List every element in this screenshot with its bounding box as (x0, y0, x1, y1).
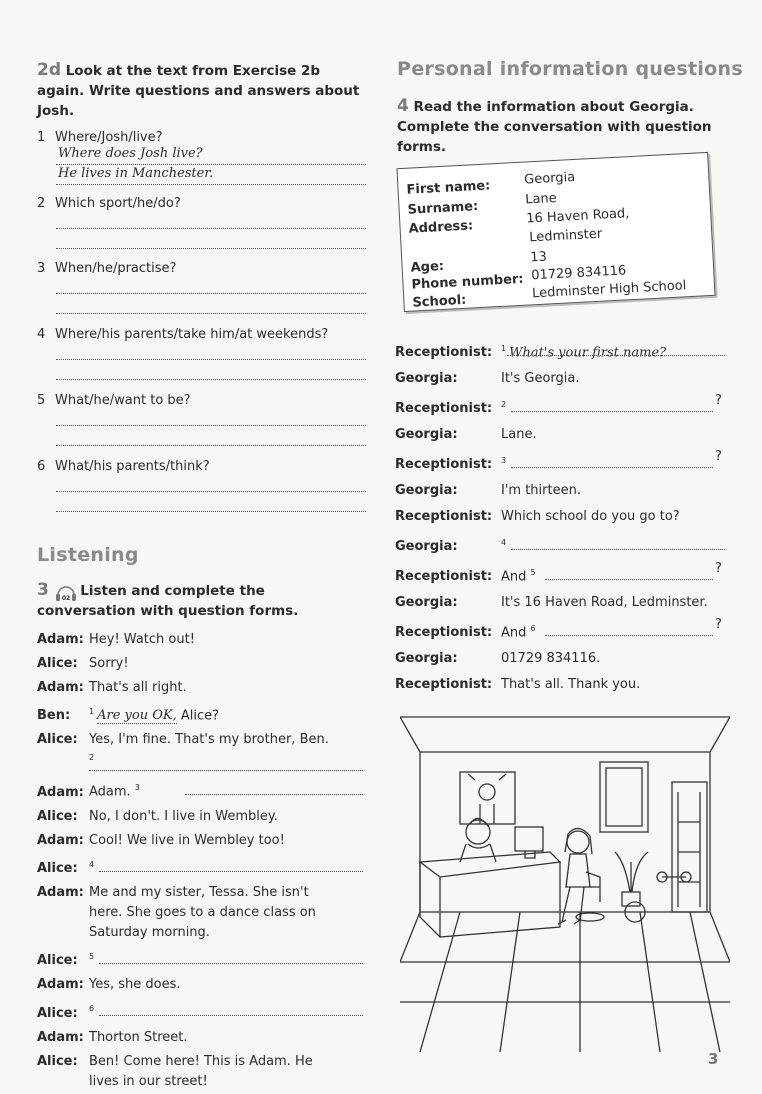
answer-line[interactable] (185, 794, 363, 795)
speaker: Receptionist: (395, 676, 493, 692)
personal-info-title: Personal information questions (397, 58, 743, 80)
speaker: Adam: (37, 680, 84, 695)
ex4-instr-3: forms. (397, 139, 447, 155)
dialogue-line (395, 336, 730, 366)
page-number: 3 (708, 1050, 719, 1068)
ex3-instructions (37, 580, 367, 621)
item-number: 1 (37, 130, 46, 145)
gap-number: 1 (89, 707, 95, 716)
ex2d-item-1 (37, 128, 163, 148)
line-text: Hey! Watch out! (89, 632, 195, 647)
handwritten-answer: What's your first name? (509, 345, 667, 361)
ex2d-item-3 (37, 259, 176, 279)
dialogue-line (37, 752, 367, 776)
speaker: Georgia: (395, 538, 458, 554)
listening-title: Listening (37, 544, 139, 566)
line-text: That's all. Thank you. (501, 676, 641, 692)
answer-line[interactable] (56, 359, 366, 360)
gap-number: 1 (501, 344, 507, 353)
line-text: Sorry! (89, 656, 129, 671)
line-text: Which school do you go to? (501, 508, 680, 524)
speaker: Adam: (37, 832, 84, 848)
gap-number: 4 (89, 859, 95, 869)
answer-line[interactable] (89, 770, 363, 771)
listening-dialogue (37, 628, 367, 1094)
answer-line[interactable] (56, 164, 366, 165)
answer-line[interactable] (56, 511, 366, 512)
item-number: 4 (37, 327, 46, 342)
ex3-instr-2: conversation with question forms. (37, 603, 299, 619)
answer-line[interactable] (99, 1015, 363, 1016)
speaker: Georgia: (395, 427, 458, 443)
speaker: Georgia: (395, 371, 458, 387)
gap-number: 3 (501, 455, 507, 465)
reception-illustration (400, 712, 730, 1052)
dialogue-line (395, 560, 730, 590)
line-text: And (501, 569, 527, 585)
line-text: Me and my sister, Tessa. She isn't (89, 884, 309, 900)
speaker: Alice: (37, 732, 78, 748)
address-line1: 16 Haven Road, (525, 206, 630, 227)
answer-line[interactable] (511, 411, 713, 412)
first-name-label: First name: (406, 178, 491, 198)
dialogue-line (37, 728, 367, 752)
ex2d-instr-1: Look at the text from Exercise 2b (65, 63, 321, 79)
speaker: Georgia: (395, 650, 458, 666)
dialogue-line (395, 448, 730, 478)
answer-line[interactable] (545, 635, 713, 636)
ex2d-item-5 (37, 391, 191, 411)
ex2d-answer-1b: He lives in Manchester. (58, 166, 214, 181)
speaker: Receptionist: (395, 624, 493, 640)
speaker: Alice: (37, 860, 78, 876)
ex3-instr-1: Listen and complete the (80, 583, 265, 599)
ex2d-answer-1a: Where does Josh live? (58, 146, 203, 161)
line-text: lives in our street! (89, 1073, 208, 1089)
line-text: And (501, 624, 527, 640)
speaker: Receptionist: (395, 569, 493, 585)
speaker: Receptionist: (395, 508, 493, 524)
ex4-instr-2: Complete the conversation with question (397, 119, 712, 135)
school-value: Ledminster High School (531, 278, 687, 302)
ex2d-item-6 (37, 457, 210, 477)
speaker: Alice: (37, 1005, 78, 1021)
address-line2: Ledminster (528, 226, 603, 246)
line-text: Yes, she does. (89, 977, 181, 993)
dialogue-line (37, 776, 367, 804)
line-text: Yes, I'm fine. That's my brother, Ben. (89, 732, 329, 748)
gap-number: 2 (89, 753, 95, 763)
line-text: I'm thirteen. (501, 482, 581, 498)
dialogue-line (395, 616, 730, 646)
line-text: It's 16 Haven Road, Ledminster. (501, 594, 708, 610)
gap-number: 5 (530, 567, 536, 577)
ex4-instructions (397, 96, 727, 157)
dialogue-line (395, 366, 730, 392)
line-text: Saturday morning. (89, 924, 210, 940)
ex2d-number: 2d (37, 60, 61, 80)
speaker: Adam: (37, 784, 84, 800)
item-prompt: Where/his parents/take him/at weekends? (55, 327, 329, 342)
speaker: Receptionist: (395, 401, 493, 417)
line-text: It's Georgia. (501, 371, 580, 387)
ex4-number: 4 (397, 96, 409, 116)
age-value: 13 (529, 249, 548, 266)
dialogue-line (395, 504, 730, 530)
dialogue-line (37, 628, 367, 652)
dialogue-line (395, 590, 730, 616)
speaker: Georgia: (395, 594, 458, 610)
dialogue-line (37, 853, 367, 881)
answer-line[interactable] (56, 313, 366, 314)
item-number: 6 (37, 459, 46, 474)
answer-line[interactable] (56, 228, 366, 229)
surname-label: Surname: (407, 199, 479, 218)
speaker: Alice: (37, 953, 78, 969)
dialogue-line (37, 700, 367, 728)
phone-value: 01729 834116 (530, 263, 627, 284)
speaker: Georgia: (395, 482, 458, 498)
dialogue-line (37, 881, 367, 945)
ex4-instr-1: Read the information about Georgia. (413, 99, 694, 115)
answer-line[interactable] (545, 579, 713, 580)
item-number: 5 (37, 393, 46, 408)
ex2d-item-2 (37, 194, 181, 214)
dialogue-line (37, 973, 367, 997)
ex2d-instr-2: again. Write questions and answers about (37, 83, 360, 99)
speaker: Alice: (37, 808, 78, 824)
line-text: Lane. (501, 427, 537, 443)
gap-number: 6 (530, 623, 536, 633)
dialogue-line (37, 805, 367, 829)
age-label: Age: (410, 258, 445, 276)
answer-line[interactable] (507, 355, 725, 356)
answer-line[interactable] (511, 549, 725, 550)
item-prompt: Where/Josh/live? (55, 130, 163, 145)
surname-value: Lane (524, 190, 558, 208)
speaker: Receptionist: (395, 345, 493, 361)
speaker: Adam: (37, 632, 84, 647)
info-card (396, 152, 715, 312)
line-text: Thorton Street. (89, 1029, 188, 1045)
dialogue-line (395, 646, 730, 672)
answer-line[interactable] (56, 425, 366, 426)
dialogue-line (395, 530, 730, 560)
address-label: Address: (408, 218, 474, 237)
dialogue-line (37, 945, 367, 973)
answer-line[interactable] (99, 871, 363, 872)
speaker: Adam: (37, 1029, 84, 1045)
ex2d-instr-3: Josh. (37, 103, 75, 119)
line-text: Adam. (89, 784, 131, 800)
gap-number: 5 (89, 951, 95, 961)
dialogue-line (37, 676, 367, 700)
answer-line[interactable] (99, 963, 363, 964)
dialogue-line (37, 997, 367, 1025)
answer-line[interactable] (511, 467, 713, 468)
gap-number: 4 (501, 537, 507, 547)
gap-number: 3 (134, 783, 140, 793)
dialogue-line (37, 829, 367, 853)
dialogue-line (395, 392, 730, 422)
school-label: School: (412, 292, 467, 311)
speaker: Alice: (37, 656, 78, 671)
ex2d-item-4 (37, 325, 328, 345)
ex3-number: 3 (37, 580, 49, 600)
dialogue-line (395, 422, 730, 448)
question-mark: ? (715, 448, 722, 464)
line-text: here. She goes to a dance class on (89, 904, 316, 920)
ex2d-instructions (37, 60, 367, 121)
gap-number: 6 (89, 1004, 95, 1014)
handwritten-answer: Are you OK, (97, 708, 177, 724)
item-number: 3 (37, 261, 46, 276)
speaker: Alice: (37, 1053, 78, 1069)
dialogue-line (37, 652, 367, 676)
audio-icon[interactable] (54, 583, 76, 602)
item-prompt: When/he/practise? (55, 261, 177, 276)
speaker: Adam: (37, 884, 84, 900)
item-prompt: What/his parents/think? (55, 459, 210, 474)
reception-dialogue (395, 336, 730, 697)
speaker: Receptionist: (395, 457, 493, 473)
answer-line[interactable] (56, 491, 366, 492)
item-prompt: Which sport/he/do? (55, 196, 181, 211)
line-text: That's all right. (89, 680, 187, 695)
line-text: 01729 834116. (501, 650, 601, 666)
dialogue-line (395, 478, 730, 504)
speaker: Ben: (37, 708, 71, 724)
question-mark: ? (715, 560, 722, 576)
line-text: Ben! Come here! This is Adam. He (89, 1053, 313, 1069)
line-text: Alice? (180, 708, 220, 724)
answer-line[interactable] (56, 293, 366, 294)
item-prompt: What/he/want to be? (55, 393, 191, 408)
dialogue-line (37, 1026, 367, 1050)
track-number: 02 (61, 595, 70, 602)
line-text: Cool! We live in Wembley too! (89, 832, 285, 848)
question-mark: ? (715, 616, 722, 632)
answer-line[interactable] (56, 445, 366, 446)
answer-line[interactable] (56, 379, 366, 380)
item-number: 2 (37, 196, 46, 211)
answer-line[interactable] (56, 248, 366, 249)
line-text: No, I don't. I live in Wembley. (89, 808, 278, 824)
question-mark: ? (715, 392, 722, 408)
phone-label: Phone number: (411, 271, 524, 293)
first-name-value: Georgia (523, 169, 576, 188)
answer-line[interactable] (56, 184, 366, 185)
dialogue-line (37, 1050, 367, 1094)
dialogue-line (395, 672, 730, 698)
gap-number: 2 (501, 399, 507, 409)
speaker: Adam: (37, 977, 84, 993)
